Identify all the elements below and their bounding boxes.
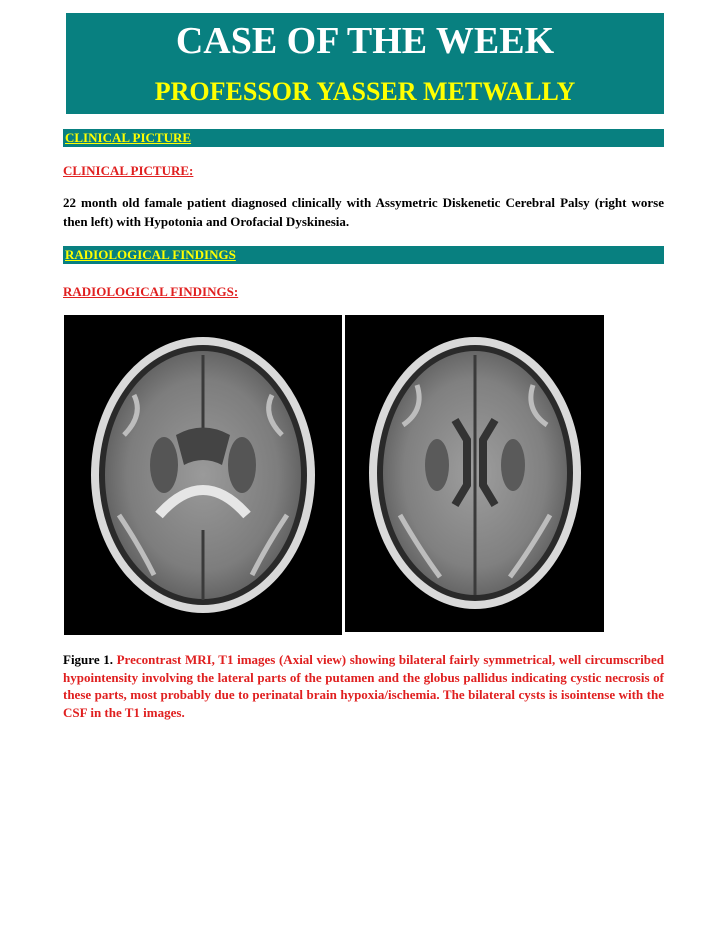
figure-caption-text: Precontrast MRI, T1 images (Axial view) showing bilateral fairly symmetrical, well circumscribed hypointensity involving the lateral parts of the putamen and the globus pallidus indicating cystic necrosis of these parts, most probably due to perinatal brain hypoxia/ischemia. The bilateral cysts is isointense with the CSF in the T1 images. — [63, 652, 665, 720]
figure-label: Figure 1. — [63, 652, 113, 667]
section-bar-clinical-label[interactable]: CLINICAL PICTURE — [65, 130, 192, 145]
section-bar-radiological-label[interactable]: RADIOLOGICAL FINDINGS — [65, 247, 236, 262]
section-bar-radiological — [63, 246, 664, 264]
title-banner — [66, 13, 664, 114]
clinical-text: 22 month old famale patient diagnosed clinically with Assymetric Diskenetic Cerebral Palsy (right worse then left) with Hypotonia and Orofacial Dyskinesia. — [63, 195, 664, 229]
mri-image-left — [64, 315, 342, 635]
mri-axial-brain-left — [64, 315, 342, 635]
clinical-heading: CLINICAL PICTURE: — [63, 163, 194, 178]
page-title: CASE OF THE WEEK — [175, 20, 555, 62]
mri-axial-brain-right — [345, 315, 604, 632]
figure-caption — [63, 651, 664, 721]
section-bar-clinical — [63, 129, 664, 147]
radiological-heading: RADIOLOGICAL FINDINGS: — [63, 284, 239, 299]
mri-image-right — [345, 315, 604, 632]
author-name: PROFESSOR YASSER METWALLY — [154, 77, 576, 106]
